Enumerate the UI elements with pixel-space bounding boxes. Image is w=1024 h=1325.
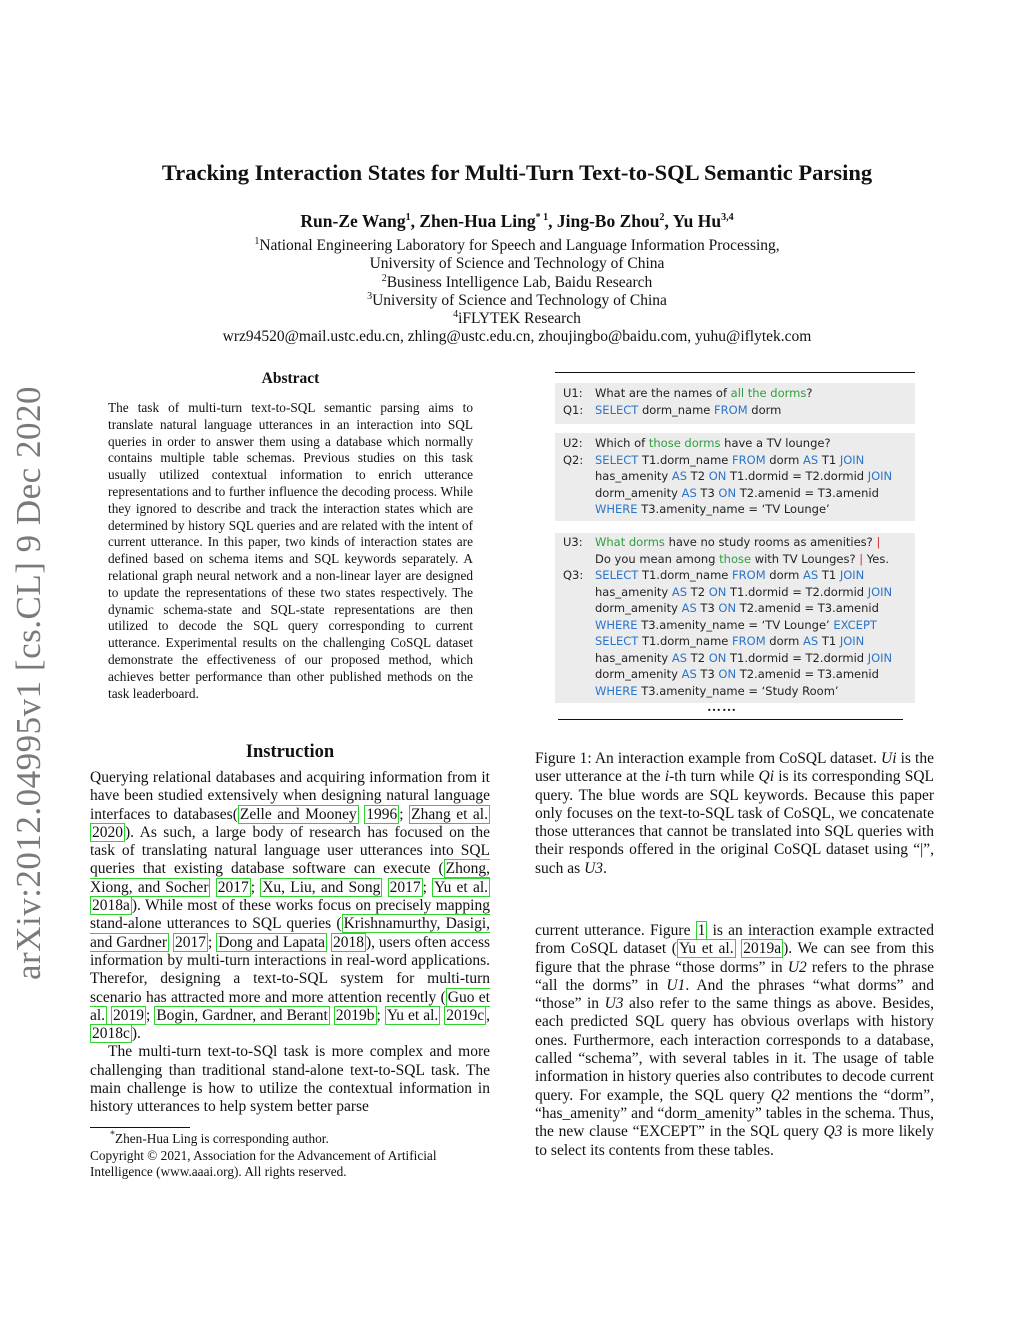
affiliation-line: University of Science and Technology of China xyxy=(369,255,665,273)
citation-link[interactable]: Dong and Lapata xyxy=(218,933,326,951)
citation-link[interactable]: 2017 xyxy=(217,878,249,896)
sql-line: dorm_amenity AS T3 ON T2.amenid = T3.amenid xyxy=(595,601,879,615)
figure-turn-2 xyxy=(555,433,915,521)
right-column-body: current utterance. Figure 1 is an interaction example extracted from CoSQL dataset ( Yu et al. 2019a ). We can see from this figure that the phrase “those dorms” in U2 refers to the phrase “all the dorms” in U1. And the phrases “what dorms” and “those” in U3 also refer to the same things as above. Besides, each predicted SQL query has obvious overlaps with history ones. Furthermore, each interaction corresponds to a database, called “schema”, with several tables in it. The usage of table information in history queries also contributes to decode current query. For example, the SQL query Q2 mentions the “dorm”, “has_amenity” and “dorm_amenity” tables in the schema. Thus, the new clause “EXCEPT” in the SQL query Q3 is more likely to select its contents from these tables. xyxy=(535,922,934,1159)
citation-link[interactable]: 2020 xyxy=(92,823,123,841)
sql-line: has_amenity AS T2 ON T1.dormid = T2.dormid JOIN xyxy=(595,650,893,665)
figure-bottom-rule xyxy=(558,719,903,720)
sql-line: has_amenity AS T2 ON T1.dormid = T2.dormid JOIN xyxy=(595,469,893,483)
affiliation-line: $^1$National Engineering Laboratory for Speech and Language Information Processing, xyxy=(254,235,780,254)
citation-link[interactable]: Zhang et al. xyxy=(411,805,488,823)
author-3: , Jing-Bo Zhou xyxy=(548,211,660,231)
citation-link[interactable]: 2019b xyxy=(335,1006,375,1024)
abstract-body: The task of multi-turn text-to-SQL semantic parsing aims to translate natural language utterances in an interaction into SQL queries in order to answer them using a database which normally contains multiple table schemas. Previous studies on this task usually utilized contextual information to enrich utterance representations and to further influence the decoding process. While they ignored to describe and track the interaction states which are determined by history SQL queries and are related with the intent of current utterance. In this paper, two kinds of interaction states are defined based on schema items and SQL keywords separately. A relational graph neural network and a non-linear layer are designed to update the representations of these two states respectively. The dynamic schema-state and SQL-state representations are then utilized to decode the SQL query corresponding to current utterance. Experimental results on the challenging CoSQL dataset demonstrate the effectiveness of our proposed method, which achieves better performance than other published methods on the task leaderboard. xyxy=(108,400,473,701)
utterance-line: U3: What dorms have no study rooms as amenities? | xyxy=(563,535,881,549)
paper-title: Tracking Interaction States for Multi-Turn Text-to-SQL Semantic Parsing xyxy=(161,160,873,185)
sql-line: SELECT T1.dorm_name FROM dorm AS T1 JOIN xyxy=(595,634,865,648)
utterance-line: U2: Which of those dorms have a TV lounge? xyxy=(563,436,831,450)
sql-line: WHERE T3.amenity_name = ‘TV Lounge’ xyxy=(595,502,830,516)
affiliation-line: $^3$University of Science and Technology of China xyxy=(367,290,667,309)
figure-turn-1 xyxy=(555,383,915,424)
figure-turn-3 xyxy=(555,533,915,703)
citation-link[interactable]: Zelle and Mooney xyxy=(239,805,357,823)
citation-link[interactable]: Yu et al. xyxy=(434,878,489,896)
affiliations xyxy=(0,237,1024,347)
copyright-note: Copyright © 2021, Association for the Advancement of Artificial Intelligence (www.aaai.org). All rights reserved. xyxy=(90,1147,437,1179)
author-2: , Zhen-Hua Ling xyxy=(410,211,536,231)
citation-link[interactable]: 2019c xyxy=(446,1006,485,1024)
citation-link[interactable]: 2018 xyxy=(332,933,364,951)
citation-link[interactable]: 2017 xyxy=(389,878,421,896)
abstract-heading: Abstract xyxy=(261,370,320,387)
math-symbol: U2 xyxy=(787,958,807,976)
intro-body xyxy=(90,769,490,1117)
sql-line: WHERE T3.amenity_name = ‘Study Room’ xyxy=(595,683,839,698)
sql-line: Q2: SELECT T1.dorm_name FROM dorm AS T1 JOIN xyxy=(563,452,865,467)
utterance-line: Do you mean among those with TV Lounges? | Yes. xyxy=(595,551,889,566)
email-list: wrz94520@mail.ustc.edu.cn, zhling@ustc.edu.cn, zhoujingbo@baidu.com, yuhu@iflytek.com xyxy=(222,328,812,346)
author-1: Run-Ze Wang xyxy=(300,211,406,231)
sql-line: has_amenity AS T2 ON T1.dormid = T2.dormid JOIN xyxy=(595,584,893,599)
math-symbol: U3 xyxy=(604,995,624,1013)
figure-ellipsis: …… xyxy=(707,700,737,715)
intro-heading: Instruction xyxy=(245,742,335,762)
figure-caption: Figure 1: An interaction example from CoSQL dataset. Ui is the user utterance at the i-th turn while Qi is its corresponding SQL query. The blue words are SQL keywords. Because this paper only focuses on the text-to-SQL task of CoSQL, we concatenate those utterances that cannot be translated into SQL queries with their responds offered in the original CoSQL dataset using “|”, such as U3. xyxy=(535,750,934,877)
corresponding-author-note: *Zhen-Hua Ling is corresponding author. xyxy=(110,1129,329,1146)
math-symbol: U3 xyxy=(584,859,604,877)
citation-link[interactable]: Zhong, Xiong, and Socher xyxy=(90,860,490,896)
intro-paragraph-1: Querying relational databases and acquiring information from it have been studied extensively when designing natural language interfaces to databases( Zelle and Mooney 1996 ; Zhang et al. 2020 ). As such, a large body of research has focused on the task of translating natural language user utterances into SQL queries that existing database software can execute ( Zhong, Xiong, and Socher 2017 ; Xu, Liu, and Song 2017 ; Yu et al. 2018a ). While most of these works focus on precisely mapping stand-alone utterances to SQL queries ( Krishnamurthy, Dasigi, and Gardner 2017 ; Dong and Lapata 2018 ), users often access information by multi-turn interactions in real-word applications. Therefor, designing a text-to-SQL system for multi-turn scenario has attracted more and more attention recently ( Guo et al. 2019 ; Bogin, Gardner, and Berant 2019b ; Yu et al. 2019c , 2018c ). xyxy=(90,769,491,1043)
citation-link[interactable]: 1996 xyxy=(366,805,398,823)
arxiv-side-stamp: arXiv:2012.04995v1 [cs.CL] 9 Dec 2020 xyxy=(9,386,48,980)
intro-paragraph-2: The multi-turn text-to-SQl task is more complex and more challenging than traditional stand-alone text-to-SQL task. The main challenge is how to utilize the contextual information in history utterances to help system better parse xyxy=(90,1043,490,1116)
math-symbol: i xyxy=(664,768,670,786)
author-list: Run-Ze Wang$^1$, Zhen-Hua Ling$^{* 1}$, Jing-Bo Zhou$^2$, Yu Hu$^{3,4}$ xyxy=(300,211,734,231)
citation-link[interactable]: 2019 xyxy=(113,1006,145,1024)
citation-link[interactable]: 2018a xyxy=(92,897,130,915)
utterance-line: U1: What are the names of all the dorms? xyxy=(563,386,813,400)
figure-reference-link[interactable]: 1 xyxy=(697,922,706,939)
footnote-rule xyxy=(90,1127,190,1128)
citation-link[interactable]: Guo et al. xyxy=(90,988,490,1024)
citation-link[interactable]: Yu et al. xyxy=(678,940,734,958)
math-symbol: Q2 xyxy=(770,1086,790,1104)
author-4: , Yu Hu xyxy=(664,211,722,231)
sql-line: dorm_amenity AS T3 ON T2.amenid = T3.amenid xyxy=(595,485,879,500)
math-symbol: U1 xyxy=(666,976,686,994)
sql-line: dorm_amenity AS T3 ON T2.amenid = T3.amenid xyxy=(595,667,879,681)
math-symbol: Qi xyxy=(758,768,775,786)
footnote xyxy=(90,1131,490,1181)
math-symbol: Q3 xyxy=(823,1123,843,1141)
affiliation-line: $^2$Business Intelligence Lab, Baidu Research xyxy=(381,272,653,291)
citation-link[interactable]: Yu et al. xyxy=(386,1006,439,1024)
citation-link[interactable]: 2017 xyxy=(175,933,206,951)
affiliation-line: $^4$iFLYTEK Research xyxy=(453,309,581,328)
math-symbol: Ui xyxy=(881,750,897,767)
sql-line: Q3: SELECT T1.dorm_name FROM dorm AS T1 JOIN xyxy=(563,568,865,582)
citation-link[interactable]: Bogin, Gardner, and Berant xyxy=(156,1006,328,1024)
figure-top-rule xyxy=(555,372,915,373)
citation-link[interactable]: 2018c xyxy=(92,1025,130,1043)
citation-link[interactable]: Krishnamurthy, Dasigi, and Gardner xyxy=(90,915,490,951)
sql-line: Q1: SELECT dorm_name FROM dorm xyxy=(563,402,782,417)
sql-line: WHERE T3.amenity_name = ‘TV Lounge’ EXCEPT xyxy=(595,617,877,632)
citation-link[interactable]: Xu, Liu, and Song xyxy=(262,878,381,896)
citation-link[interactable]: 2019a xyxy=(743,940,782,958)
